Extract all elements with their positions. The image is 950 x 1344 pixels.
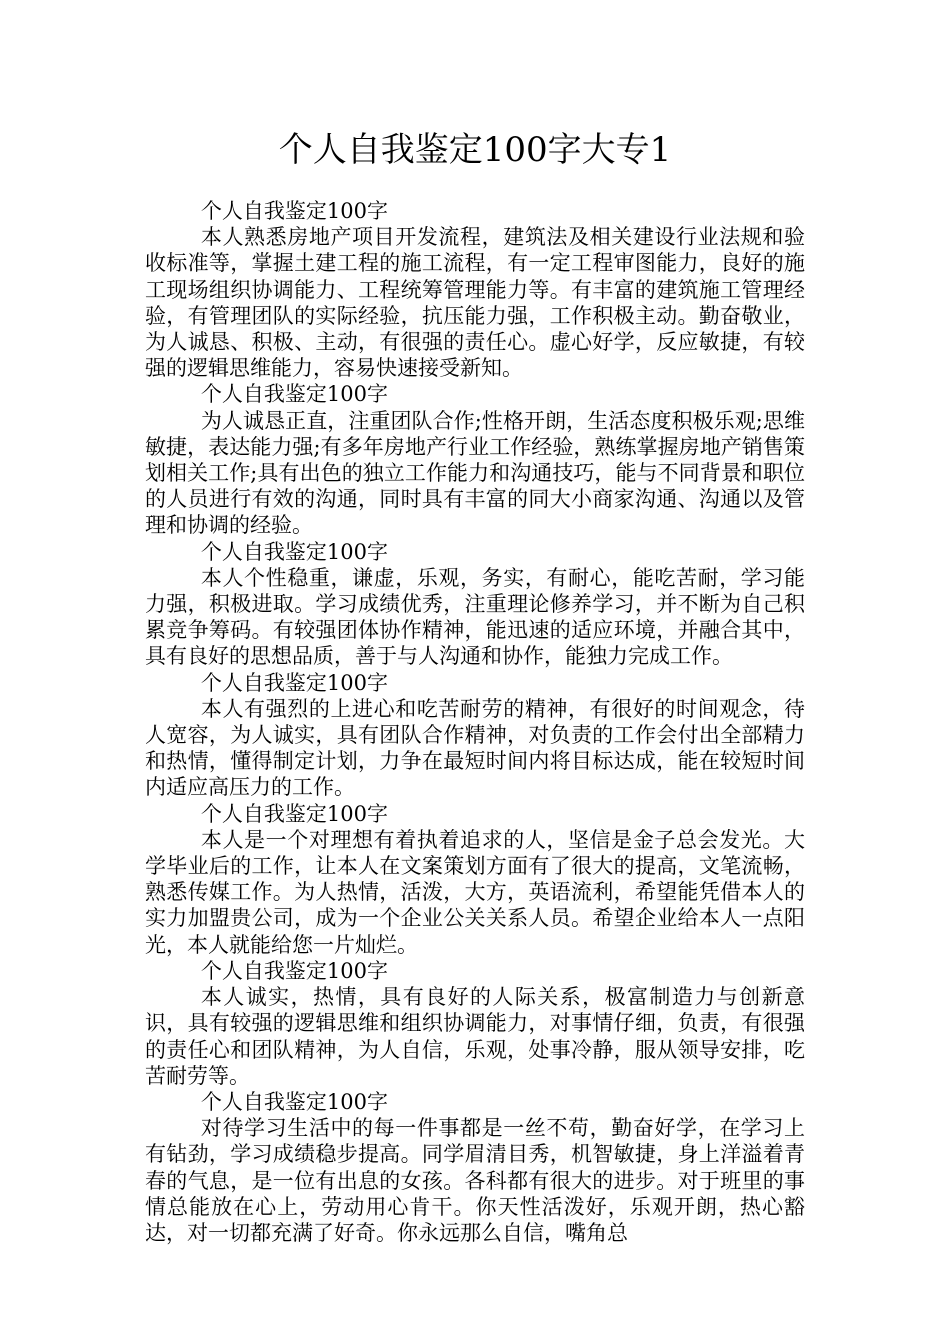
section-paragraph: 对待学习生活中的每一件事都是一丝不苟，勤奋好学，在学习上有钻劲，学习成绩稳步提高。同学眉清目秀，机智敏捷，身上洋溢着青春的气息，是一位有出息的女孩。各科都有很大的进步。对于班里的事情总能放在心上，劳动用心肯干。你天性活泼好，乐观开朗，热心豁达，对一切都充满了好奇。你永远那么自信，嘴角总 [145,1116,805,1245]
section-heading: 个人自我鉴定100字 [200,539,388,564]
section-paragraph: 本人有强烈的上进心和吃苦耐劳的精神，有很好的时间观念，待人宽容，为人诚实，具有团队合作精神，对负责的工作会付出全部精力和热情，懂得制定计划，力争在最短时间内将目标达成，能在较短时间内适应高压力的工作。 [145,696,805,800]
section-paragraph: 本人诚实，热情，具有良好的人际关系，极富制造力与创新意识，具有较强的逻辑思维和组织协调能力，对事情仔细，负责，有很强的责任心和团队精神，为人自信，乐观，处事冷静，服从领导安排，吃苦耐劳等。 [145,985,805,1088]
section-heading: 个人自我鉴定100字 [200,801,388,826]
section-paragraph: 本人个性稳重，谦虚，乐观，务实，有耐心，能吃苦耐，学习能力强，积极进取。学习成绩优秀，注重理论修养学习，并不断为自己积累竞争筹码。有较强团体协作精神，能迅速的适应环境，并融合其中，具有良好的思想品质，善于与人沟通和协作，能独力完成工作。 [145,565,805,669]
section-heading: 个人自我鉴定100字 [200,670,388,695]
section-paragraph: 本人是一个对理想有着执着追求的人，坚信是金子总会发光。大学毕业后的工作，让本人在文案策划方面有了很大的提高，文笔流畅，熟悉传媒工作。为人热情，活泼，大方，英语流利，希望能凭借本人的实力加盟贵公司，成为一个企业公关关系人员。希望企业给本人一点阳光，本人就能给您一片灿烂。 [145,827,805,957]
document-title: 个人自我鉴定100字大专1 [278,130,672,170]
section-paragraph: 本人熟悉房地产项目开发流程，建筑法及相关建设行业法规和验收标准等，掌握土建工程的施工流程，有一定工程审图能力，良好的施工现场组织协调能力、工程统筹管理能力等。有丰富的建筑施工管理经验，有管理团队的实际经验，抗压能力强，工作积极主动。勤奋敬业，为人诚恳、积极、主动，有很强的责任心。虚心好学，反应敏捷，有较强的逻辑思维能力，容易快速接受新知。 [145,225,805,381]
section-heading: 个人自我鉴定100字 [200,199,388,223]
section-heading: 个人自我鉴定100字 [200,958,388,983]
section-heading: 个人自我鉴定100字 [200,1089,388,1114]
section-heading: 个人自我鉴定100字 [200,382,388,407]
document-body [145,198,805,1246]
section-paragraph: 为人诚恳正直，注重团队合作;性格开朗，生活态度积极乐观;思维敏捷，表达能力强;有多年房地产行业工作经验，熟练掌握房地产销售策划相关工作;具有出色的独立工作能力和沟通技巧，能与不同背景和职位的人员进行有效的沟通，同时具有丰富的同大小商家沟通、沟通以及管理和协调的经验。 [145,408,805,538]
